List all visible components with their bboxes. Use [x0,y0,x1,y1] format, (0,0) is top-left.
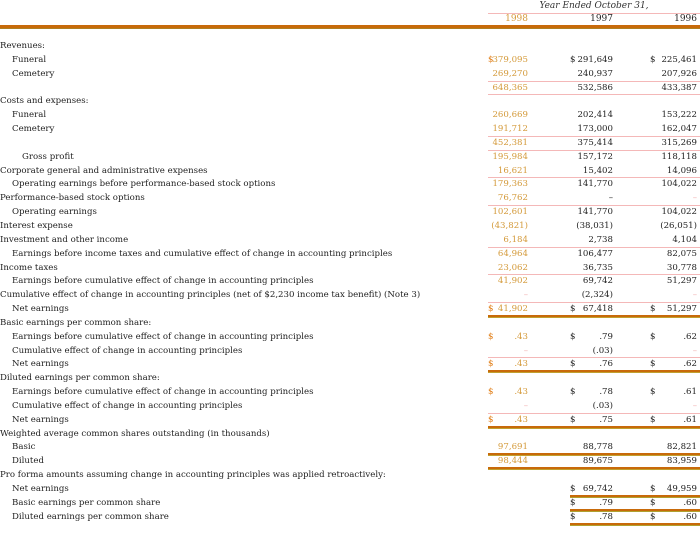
currency-symbol: $ [570,414,576,425]
value-cell-1996 [650,165,697,179]
value-cell-1997 [570,220,613,234]
value: 207,926 [661,68,697,79]
value: 153,222 [661,110,697,121]
row-label: Operating earnings [12,207,97,218]
row-label: Diluted [12,456,44,467]
value-cell-1996 [650,331,697,345]
value-cell-1996 [650,234,697,248]
table-row [0,511,700,525]
value-cell-1996 [650,151,697,165]
value-cell-1996 [650,386,697,400]
value: 36,735 [582,262,613,273]
value: 6,184 [503,234,528,245]
currency-symbol: $ [650,414,656,425]
row-label: Gross profit [22,151,74,162]
value-cell-1998 [488,54,528,68]
row-label: Cemetery [12,68,55,79]
value-cell-1997 [570,248,613,262]
value: (2,324) [581,290,613,301]
value-cell-1998 [488,303,528,317]
row-label: Earnings before cumulative effect of change in accounting principles [12,387,314,398]
value-cell-1998 [488,178,528,192]
value: 69,742 [582,484,613,494]
table-row [0,262,700,276]
row-label: Net earnings [12,484,69,494]
value: – [608,193,613,204]
row-label: Cumulative effect of change in accounting principles [12,400,243,411]
table-row [0,123,700,137]
value-cell-1997 [570,497,613,511]
value: 89,675 [582,456,613,467]
value: 98,444 [497,456,528,467]
value-cell-1997 [570,165,613,179]
value-cell-1998 [488,137,528,151]
value-cell-1997 [570,137,613,151]
value: .60 [683,497,697,508]
value-cell-1997 [570,151,613,165]
value-cell-1996 [650,441,697,455]
value: – [523,290,528,301]
value-cell-1997 [570,206,613,220]
value-cell-1997 [570,331,613,345]
value-cell-1996 [650,345,697,359]
value: – [692,193,697,204]
value-cell-1998 [488,289,528,303]
value-cell-1998 [488,345,528,359]
currency-symbol: $ [650,387,656,398]
value: 162,047 [661,124,697,135]
value: – [523,345,528,356]
value: 291,649 [577,54,613,65]
value-cell-1998 [488,123,528,137]
currency-symbol: $ [488,304,494,315]
value: .43 [514,387,528,398]
value-cell-1998 [488,234,528,248]
row-label: Earnings before cumulative effect of change in accounting principles [12,276,314,287]
value-cell-1998 [488,248,528,262]
table-row [0,151,700,165]
value-cell-1997 [570,54,613,68]
value: – [692,345,697,356]
value-cell-1997 [570,68,613,82]
value: 269,270 [492,68,528,79]
table-row [0,400,700,414]
value: 141,770 [577,179,613,190]
value: 225,461 [661,54,697,65]
income-statement-table [0,40,700,525]
value: – [692,290,697,301]
value: (.03) [592,400,613,411]
value: – [692,400,697,411]
value-cell-1996 [650,483,697,497]
value: 30,778 [666,262,697,273]
table-row [0,455,700,469]
year-1996: 1996 [674,14,697,24]
table-row [0,483,700,497]
value: 82,821 [666,442,697,453]
table-row [0,331,700,345]
table-row [0,192,700,206]
value-cell-1997 [570,275,613,289]
value: (38,031) [576,220,613,231]
row-label: Basic [12,442,36,453]
value: .79 [599,497,613,508]
value: 82,075 [666,248,697,259]
value: (43,821) [491,220,528,231]
value-cell-1998 [488,109,528,123]
value: 179,363 [492,179,528,190]
table-row [0,386,700,400]
value: 452,381 [492,137,528,148]
value-cell-1997 [570,455,613,469]
value-cell-1998 [488,206,528,220]
value: 260,669 [492,110,528,121]
value: 4,104 [672,234,697,245]
value: 41,902 [497,276,528,287]
value-cell-1997 [570,414,613,428]
value-cell-1998 [488,220,528,234]
value-cell-1998 [488,262,528,276]
value: 106,477 [577,248,613,259]
value-cell-1998 [488,511,528,525]
table-row [0,469,700,483]
value-cell-1996 [650,68,697,82]
value-cell-1996 [650,303,697,317]
value-cell-1996 [650,82,697,96]
table-row [0,178,700,192]
currency-symbol: $ [650,359,656,370]
value-cell-1996 [650,192,697,206]
value: 433,387 [661,82,697,93]
table-row [0,95,700,109]
value-cell-1996 [650,289,697,303]
value-cell-1996 [650,455,697,469]
row-label: Investment and other income [0,234,129,245]
value-cell-1998 [488,441,528,455]
value: 173,000 [577,124,613,135]
table-row [0,441,700,455]
value: 51,297 [666,276,697,287]
currency-symbol: $ [488,359,494,370]
value: .43 [514,359,528,370]
value: 157,172 [577,151,613,162]
row-label: Costs and expenses: [0,96,89,107]
row-label: Cumulative effect of change in accounting principles (net of $2,230 income tax benefit) (Note 3) [0,290,421,301]
value-cell-1996 [650,220,697,234]
value-cell-1998 [488,358,528,372]
row-label: Basic earnings per common share: [0,317,152,328]
value-cell-1997 [570,192,613,206]
value-cell-1997 [570,123,613,137]
value: 102,601 [492,207,528,218]
value: 88,778 [582,442,613,453]
row-label: Net earnings [12,304,69,315]
value: – [523,400,528,411]
value-cell-1997 [570,178,613,192]
table-row [0,206,700,220]
value-cell-1997 [570,511,613,525]
value: .78 [599,511,613,522]
value-cell-1996 [650,497,697,511]
table-row [0,54,700,68]
value-cell-1997 [570,262,613,276]
value: 15,402 [582,165,613,176]
value: 69,742 [582,276,613,287]
value-cell-1998 [488,192,528,206]
value: 23,062 [497,262,528,273]
value-cell-1998 [488,82,528,96]
value-cell-1998 [488,151,528,165]
value: 67,418 [582,304,613,315]
year-1998: 1998 [505,14,528,24]
currency-symbol: $ [488,414,494,425]
table-row [0,248,700,262]
table-row [0,220,700,234]
value: 49,959 [666,484,697,494]
value: 2,738 [588,234,613,245]
value: 315,269 [661,137,697,148]
currency-symbol: $ [650,484,656,494]
value-cell-1997 [570,441,613,455]
table-row [0,289,700,303]
currency-symbol: $ [570,387,576,398]
currency-symbol: $ [570,54,576,65]
value: 14,096 [666,165,697,176]
row-label: Cemetery [12,124,55,135]
currency-symbol: $ [570,484,576,494]
value-cell-1998 [488,400,528,414]
value: 16,621 [497,165,528,176]
currency-symbol: $ [570,304,576,315]
value: 51,297 [666,304,697,315]
value-cell-1997 [570,358,613,372]
row-label: Revenues: [0,41,45,51]
row-label: Weighted average common shares outstanding (in thousands) [0,428,270,439]
value-cell-1997 [570,289,613,303]
value-cell-1996 [650,358,697,372]
currency-symbol: $ [488,331,494,342]
value-cell-1996 [650,137,697,151]
value: 76,762 [497,193,528,204]
currency-symbol: $ [488,387,494,398]
year-1997: 1997 [590,14,613,24]
value-cell-1997 [570,234,613,248]
table-row [0,109,700,123]
table-row [0,414,700,428]
value: .76 [599,359,613,370]
value: (26,051) [660,220,697,231]
value-cell-1998 [488,497,528,511]
value-cell-1997 [570,400,613,414]
value-cell-1998 [488,165,528,179]
header-caption: Year Ended October 31, [539,1,649,11]
currency-symbol: $ [488,54,494,65]
value: 191,712 [492,124,528,135]
row-label: Income taxes [0,262,58,273]
table-row [0,82,700,96]
currency-symbol: $ [570,331,576,342]
value: 83,959 [666,456,697,467]
value: 202,414 [577,110,613,121]
table-row [0,497,700,511]
value-cell-1996 [650,511,697,525]
row-label: Earnings before income taxes and cumulative effect of change in accounting principles [12,248,393,259]
row-label: Funeral [12,110,47,121]
table-row [0,317,700,331]
value: (.03) [592,345,613,356]
table-row [0,137,700,151]
value: 97,691 [497,442,528,453]
row-label: Funeral [12,54,47,65]
row-label: Basic earnings per common share [12,497,161,508]
table-row [0,428,700,442]
value: .79 [599,331,613,342]
currency-symbol: $ [650,497,656,508]
table-row [0,68,700,82]
table-row [0,40,700,54]
row-label: Performance-based stock options [0,193,145,204]
value: 41,902 [497,304,528,315]
value-cell-1996 [650,275,697,289]
value-cell-1996 [650,54,697,68]
value: 240,937 [577,68,613,79]
value-cell-1998 [488,414,528,428]
value-cell-1998 [488,455,528,469]
currency-symbol: $ [650,511,656,522]
table-row [0,165,700,179]
value: .60 [683,511,697,522]
value-cell-1996 [650,400,697,414]
value: .43 [514,414,528,425]
currency-symbol: $ [570,359,576,370]
value: 104,022 [661,179,697,190]
currency-symbol: $ [570,511,576,522]
table-row [0,358,700,372]
value: 118,118 [661,151,697,162]
value: .61 [683,414,697,425]
value-cell-1997 [570,303,613,317]
table-row [0,303,700,317]
value-cell-1996 [650,414,697,428]
row-label: Cumulative effect of change in accounting principles [12,345,243,356]
value: .61 [683,387,697,398]
value-cell-1997 [570,483,613,497]
table-row [0,345,700,359]
value-cell-1998 [488,68,528,82]
currency-symbol: $ [650,331,656,342]
value-cell-1998 [488,275,528,289]
value: 104,022 [661,207,697,218]
value-cell-1997 [570,345,613,359]
value-cell-1997 [570,109,613,123]
value-cell-1996 [650,178,697,192]
value-cell-1997 [570,82,613,96]
currency-symbol: $ [650,304,656,315]
value-cell-1996 [650,123,697,137]
currency-symbol: $ [570,497,576,508]
row-label: Diluted earnings per common share: [0,373,160,384]
value: 379,095 [492,54,528,65]
table-row [0,372,700,386]
currency-symbol: $ [650,54,656,65]
value: .78 [599,387,613,398]
table-row [0,234,700,248]
value: .62 [683,359,697,370]
value-cell-1996 [650,109,697,123]
header-thick-rule [0,25,700,29]
value: 195,984 [492,151,528,162]
value-cell-1998 [488,331,528,345]
value: 532,586 [577,82,613,93]
row-label: Diluted earnings per common share [12,511,169,522]
row-label: Interest expense [0,220,73,231]
value: .43 [514,331,528,342]
value: 64,964 [497,248,528,259]
row-label: Pro forma amounts assuming change in accounting principles was applied retroactively: [0,470,386,481]
value: 648,365 [492,82,528,93]
row-label: Earnings before cumulative effect of change in accounting principles [12,331,314,342]
row-label: Corporate general and administrative expenses [0,165,208,176]
row-label: Operating earnings before performance-based stock options [12,179,276,190]
row-label: Net earnings [12,414,69,425]
value: 141,770 [577,207,613,218]
value: .75 [599,414,613,425]
value-cell-1996 [650,248,697,262]
row-label: Net earnings [12,359,69,370]
value: 375,414 [577,137,613,148]
value-cell-1998 [488,386,528,400]
table-row [0,275,700,289]
value-cell-1998 [488,483,528,497]
value-cell-1996 [650,206,697,220]
value: .62 [683,331,697,342]
value-cell-1997 [570,386,613,400]
value-cell-1996 [650,262,697,276]
